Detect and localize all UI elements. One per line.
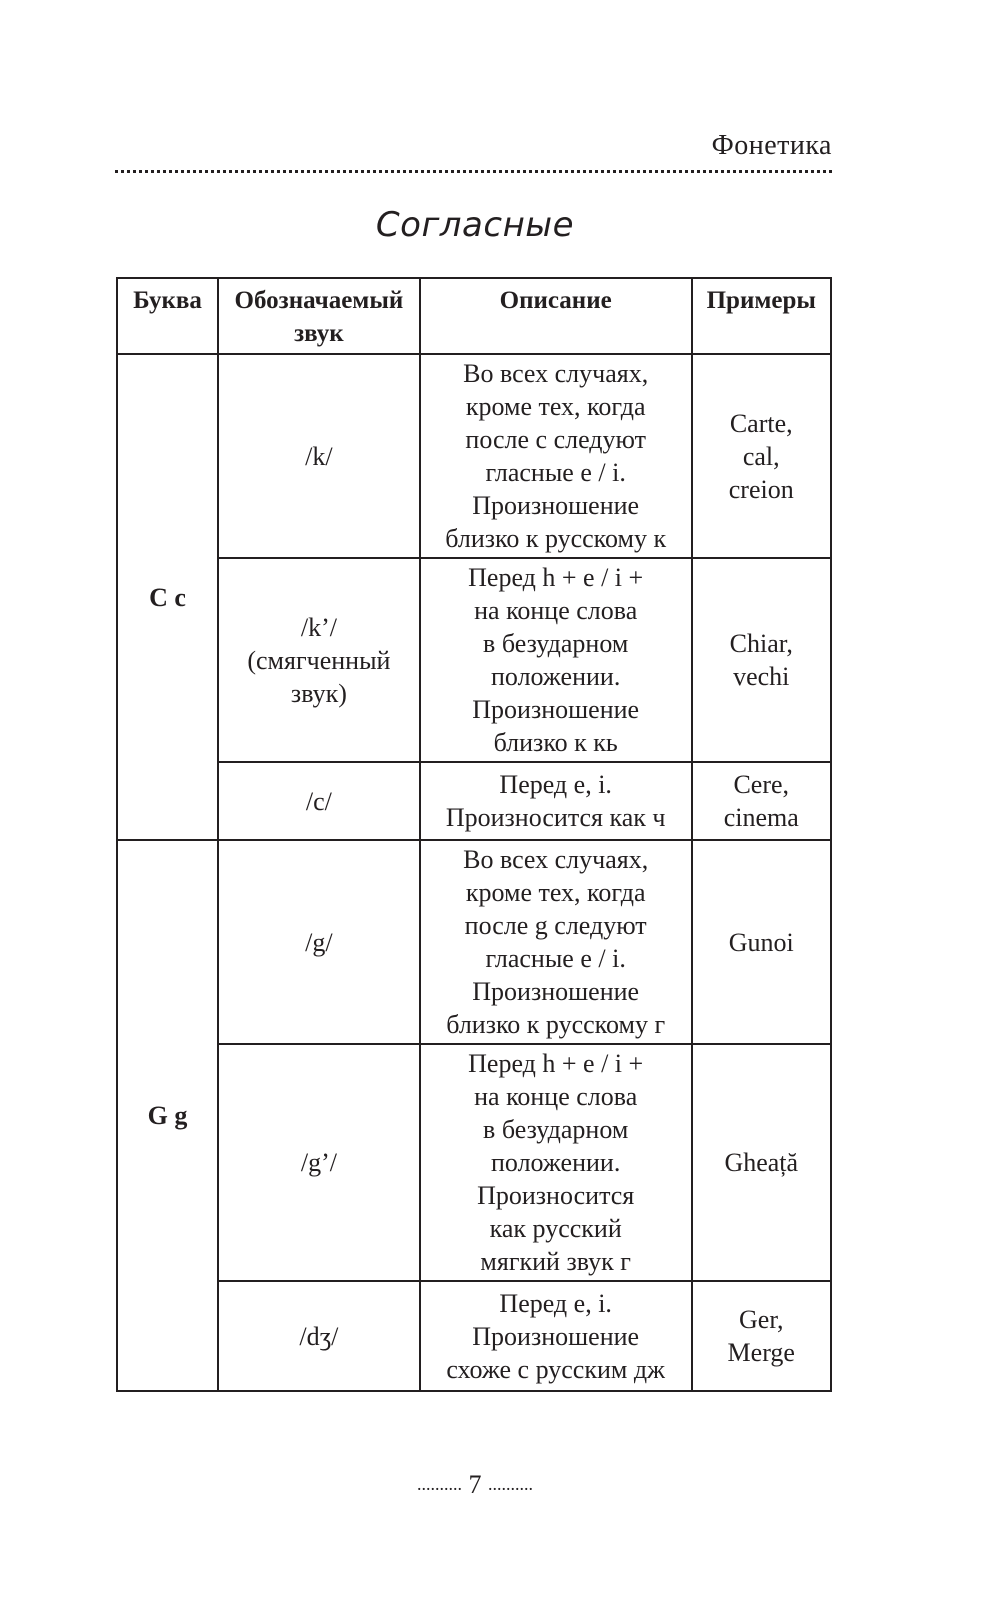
description-cell: [420, 840, 692, 1044]
description-cell: [420, 354, 692, 558]
table-row: [117, 1044, 831, 1281]
example-line: Gunoi: [728, 927, 794, 957]
description-line: близко к кь: [493, 728, 618, 757]
description-line: Произношение: [472, 491, 640, 520]
description-line: Произношение: [472, 695, 640, 724]
consonants-table: [116, 277, 832, 1392]
example-line: Carte,: [729, 408, 793, 438]
description-cell: [420, 1281, 692, 1391]
description-line: Перед h + e / i +: [468, 563, 644, 592]
description-cell: [420, 762, 692, 840]
header-description: Описание: [420, 278, 692, 354]
description-line: Перед h + e / i +: [468, 1049, 644, 1078]
sound-cell: [218, 840, 420, 1044]
description-line: после c следуют: [465, 425, 646, 454]
description-line: гласные e / i.: [485, 944, 626, 973]
table-row: [117, 558, 831, 762]
table-row: [117, 840, 831, 1044]
header-dotted-rule: [115, 170, 832, 173]
sound-line: /g/: [305, 927, 333, 957]
description-line: положении.: [491, 1148, 621, 1177]
section-title: Согласные: [375, 205, 575, 245]
description-line: Произношение: [472, 977, 640, 1006]
letter-cell: G g: [117, 840, 218, 1391]
sound-line: /k’/: [300, 612, 337, 642]
examples-cell: [692, 1044, 832, 1281]
examples-cell: [692, 1281, 832, 1391]
examples-cell: [692, 762, 832, 840]
example-line: vechi: [733, 662, 790, 691]
page-footer: [0, 1470, 950, 1500]
example-line: Merge: [727, 1338, 795, 1367]
header-sound: Обозначаемый звук: [218, 278, 420, 354]
sound-line: звук): [290, 678, 347, 708]
description-line: положении.: [491, 662, 621, 691]
table-header-row: [117, 278, 831, 354]
description-line: кроме тех, когда: [465, 878, 646, 907]
description-line: схоже с русским дж: [446, 1354, 666, 1384]
example-line: Chiar,: [729, 629, 793, 658]
description-cell: [420, 1044, 692, 1281]
description-line: Произношение: [472, 1321, 640, 1351]
description-line: Перед e, i.: [499, 770, 612, 799]
table-row: [117, 354, 831, 558]
sound-line: /k/: [305, 441, 333, 471]
description-line: близко к русскому г: [446, 1010, 666, 1039]
sound-line: (смягченный: [247, 645, 391, 675]
footer-dots-left: ..........: [417, 1474, 462, 1494]
sound-line: /c/: [305, 786, 332, 816]
footer-dots-right: ..........: [488, 1474, 533, 1494]
description-line: на конце слова: [474, 1082, 638, 1111]
sound-cell: [218, 354, 420, 558]
description-line: кроме тех, когда: [465, 392, 646, 421]
description-line: близко к русскому к: [445, 524, 667, 553]
description-line: после g следуют: [464, 911, 647, 940]
page-number: 7: [468, 1470, 482, 1499]
examples-cell: [692, 558, 832, 762]
examples-cell: [692, 840, 832, 1044]
description-line: Произносится: [477, 1181, 635, 1210]
example-line: Gheață: [724, 1148, 799, 1177]
example-line: cal,: [742, 441, 780, 471]
table-row: [117, 1281, 831, 1391]
table-row: [117, 762, 831, 840]
sound-line: /dʒ/: [299, 1321, 339, 1351]
example-line: Ger,: [739, 1305, 784, 1334]
description-line: в безударном: [483, 1115, 629, 1144]
sound-cell: [218, 558, 420, 762]
description-line: Произносится как ч: [445, 803, 666, 832]
examples-cell: [692, 354, 832, 558]
sound-cell: [218, 762, 420, 840]
description-line: Перед e, i.: [499, 1288, 612, 1318]
example-line: cinema: [723, 803, 799, 832]
example-line: Cere,: [733, 770, 790, 799]
description-line: гласные e / i.: [485, 458, 626, 487]
description-line: Во всех случаях,: [463, 359, 649, 388]
letter-cell: C c: [117, 354, 218, 840]
sound-cell: [218, 1044, 420, 1281]
description-line: как русский: [489, 1214, 622, 1243]
header-examples: Примеры: [692, 278, 832, 354]
description-line: в безударном: [483, 629, 629, 658]
header-letter: Буква: [117, 278, 218, 354]
running-header: Фонетика: [711, 130, 832, 161]
description-line: мягкий звук г: [480, 1247, 631, 1276]
example-line: creion: [728, 474, 794, 504]
sound-line: /g’/: [300, 1148, 337, 1177]
description-line: Во всех случаях,: [463, 845, 649, 874]
description-cell: [420, 558, 692, 762]
sound-cell: [218, 1281, 420, 1391]
description-line: на конце слова: [474, 596, 638, 625]
